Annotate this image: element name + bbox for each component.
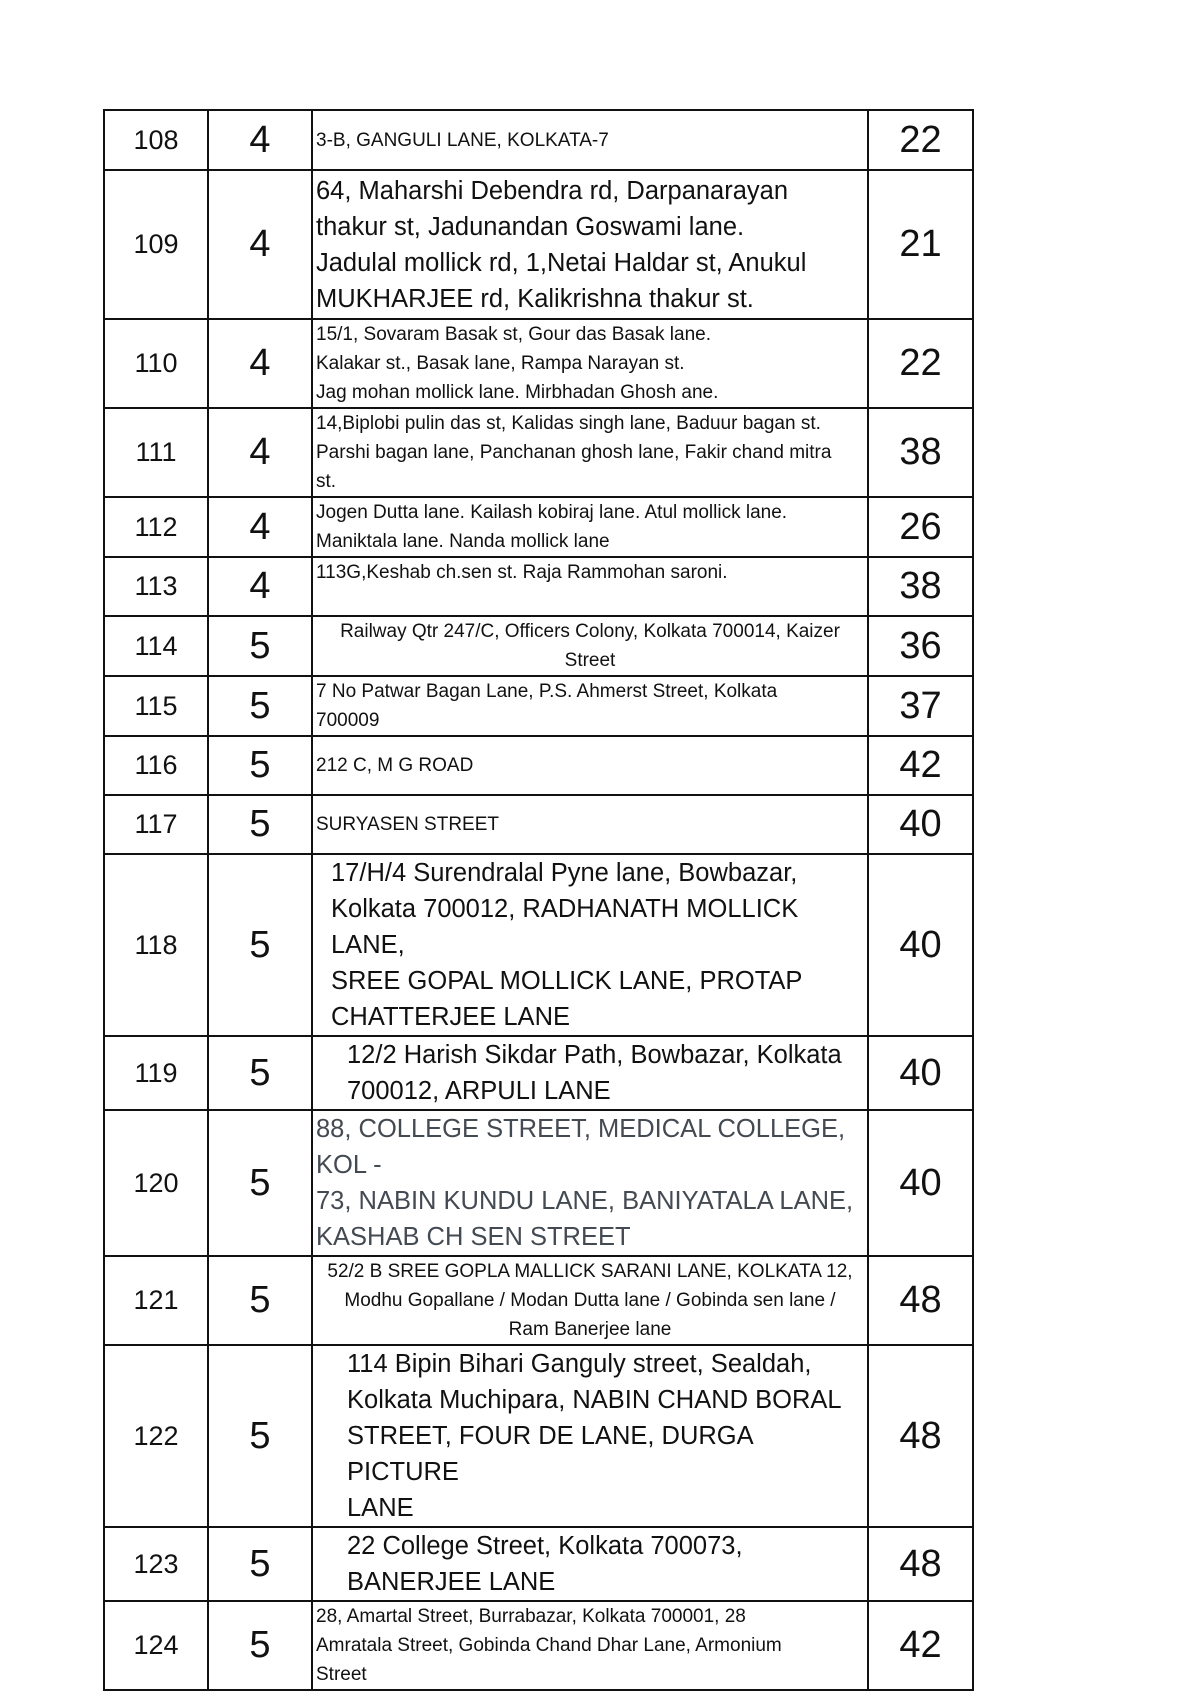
- count-cell: 26: [868, 497, 973, 557]
- count-cell: 38: [868, 557, 973, 616]
- address-cell: [312, 1036, 868, 1110]
- address-cell: [312, 170, 868, 319]
- address-text: 28, Amartal Street, Burrabazar, Kolkata 700001, 28 Amratala Street, Gobinda Chand Dhar Lane, Armonium Street: [316, 1606, 782, 1685]
- address-cell: [312, 497, 868, 557]
- address-text: 14,Biplobi pulin das st, Kalidas singh lane, Baduur bagan st. Parshi bagan lane, Panchanan ghosh lane, Fakir chand mitra st.: [316, 413, 832, 492]
- count-cell: 37: [868, 676, 973, 736]
- serial-number-cell: 113: [104, 557, 208, 616]
- count-cell: 40: [868, 795, 973, 854]
- address-cell: [312, 110, 868, 170]
- count-cell: 22: [868, 110, 973, 170]
- ward-cell: 4: [208, 170, 312, 319]
- serial-number-cell: 120: [104, 1110, 208, 1256]
- address-text: 7 No Patwar Bagan Lane, P.S. Ahmerst Street, Kolkata 700009: [316, 681, 778, 731]
- address-cell: [312, 736, 868, 795]
- address-cell: [312, 854, 868, 1036]
- ward-cell: 5: [208, 676, 312, 736]
- address-cell: [312, 1110, 868, 1256]
- count-cell: 48: [868, 1527, 973, 1601]
- address-text: Railway Qtr 247/C, Officers Colony, Kolkata 700014, Kaizer Street: [340, 621, 840, 671]
- table-row: [104, 1345, 973, 1527]
- table-row: [104, 1036, 973, 1110]
- serial-number-cell: 110: [104, 319, 208, 408]
- table-row: [104, 170, 973, 319]
- address-text: 88, COLLEGE STREET, MEDICAL COLLEGE, KOL - 73, NABIN KUNDU LANE, BANIYATALA LANE, KASHAB CH SEN STREET: [316, 1115, 854, 1251]
- address-text: SURYASEN STREET: [316, 814, 500, 835]
- address-text: 113G,Keshab ch.sen st. Raja Rammohan saroni.: [316, 562, 728, 583]
- ward-cell: 5: [208, 1345, 312, 1527]
- serial-number-cell: 117: [104, 795, 208, 854]
- table-row: [104, 1601, 973, 1690]
- count-cell: 40: [868, 1110, 973, 1256]
- address-cell: [312, 408, 868, 497]
- ward-cell: 5: [208, 854, 312, 1036]
- address-text: 22 College Street, Kolkata 700073, BANERJEE LANE: [347, 1532, 743, 1596]
- address-text: 12/2 Harish Sikdar Path, Bowbazar, Kolkata 700012, ARPULI LANE: [347, 1041, 842, 1105]
- count-cell: 40: [868, 854, 973, 1036]
- address-cell: [312, 319, 868, 408]
- ward-cell: 4: [208, 497, 312, 557]
- count-cell: 21: [868, 170, 973, 319]
- address-text: 212 C, M G ROAD: [316, 755, 474, 776]
- ward-cell: 4: [208, 408, 312, 497]
- serial-number-cell: 118: [104, 854, 208, 1036]
- table-row: [104, 1527, 973, 1601]
- address-cell: [312, 676, 868, 736]
- count-cell: 42: [868, 736, 973, 795]
- serial-number-cell: 122: [104, 1345, 208, 1527]
- address-cell: [312, 795, 868, 854]
- address-text: 17/H/4 Surendralal Pyne lane, Bowbazar, Kolkata 700012, RADHANATH MOLLICK LANE, SREE GOPAL MOLLICK LANE, PROTAP CHATTERJEE LANE: [331, 859, 803, 1031]
- serial-number-cell: 108: [104, 110, 208, 170]
- address-cell: [312, 1345, 868, 1527]
- ward-cell: 4: [208, 110, 312, 170]
- address-text: 15/1, Sovaram Basak st, Gour das Basak lane. Kalakar st., Basak lane, Rampa Narayan st. Jag mohan mollick lane. Mirbhadan Ghosh ane.: [316, 324, 719, 403]
- ward-cell: 5: [208, 1110, 312, 1256]
- serial-number-cell: 124: [104, 1601, 208, 1690]
- address-table: [103, 109, 974, 1691]
- serial-number-cell: 123: [104, 1527, 208, 1601]
- count-cell: 22: [868, 319, 973, 408]
- address-cell: [312, 616, 868, 676]
- table-row: [104, 408, 973, 497]
- ward-cell: 5: [208, 1527, 312, 1601]
- address-text: 52/2 B SREE GOPLA MALLICK SARANI LANE, KOLKATA 12, Modhu Gopallane / Modan Dutta lane / Gobinda sen lane / Ram Banerjee lane: [327, 1261, 853, 1340]
- serial-number-cell: 121: [104, 1256, 208, 1345]
- ward-cell: 5: [208, 1036, 312, 1110]
- serial-number-cell: 109: [104, 170, 208, 319]
- count-cell: 36: [868, 616, 973, 676]
- address-cell: [312, 557, 868, 616]
- serial-number-cell: 116: [104, 736, 208, 795]
- address-text: 114 Bipin Bihari Ganguly street, Sealdah, Kolkata Muchipara, NABIN CHAND BORAL STREET, FOUR DE LANE, DURGA PICTURE LANE: [347, 1350, 842, 1522]
- serial-number-cell: 119: [104, 1036, 208, 1110]
- ward-cell: 5: [208, 1601, 312, 1690]
- serial-number-cell: 111: [104, 408, 208, 497]
- count-cell: 38: [868, 408, 973, 497]
- table-row: [104, 110, 973, 170]
- table-row: [104, 557, 973, 616]
- table-row: [104, 795, 973, 854]
- address-text: Jogen Dutta lane. Kailash kobiraj lane. Atul mollick lane. Maniktala lane. Nanda mollick lane: [316, 502, 788, 552]
- serial-number-cell: 114: [104, 616, 208, 676]
- table-row: [104, 1110, 973, 1256]
- ward-cell: 4: [208, 319, 312, 408]
- address-text: 3-B, GANGULI LANE, KOLKATA-7: [316, 129, 609, 151]
- count-cell: 42: [868, 1601, 973, 1690]
- ward-cell: 5: [208, 1256, 312, 1345]
- ward-cell: 5: [208, 795, 312, 854]
- table-row: [104, 616, 973, 676]
- table-row: [104, 319, 973, 408]
- address-cell: [312, 1256, 868, 1345]
- serial-number-cell: 112: [104, 497, 208, 557]
- ward-cell: 4: [208, 557, 312, 616]
- table-row: [104, 854, 973, 1036]
- address-cell: [312, 1527, 868, 1601]
- count-cell: 48: [868, 1345, 973, 1527]
- table-row: [104, 1256, 973, 1345]
- table-row: [104, 497, 973, 557]
- ward-cell: 5: [208, 736, 312, 795]
- ward-cell: 5: [208, 616, 312, 676]
- count-cell: 40: [868, 1036, 973, 1110]
- table-row: [104, 736, 973, 795]
- table-row: [104, 676, 973, 736]
- count-cell: 48: [868, 1256, 973, 1345]
- serial-number-cell: 115: [104, 676, 208, 736]
- address-text: 64, Maharshi Debendra rd, Darpanarayan thakur st, Jadunandan Goswami lane. Jadulal mollick rd, 1,Netai Haldar st, Anukul MUKHARJEE rd, Kalikrishna thakur st.: [316, 176, 807, 313]
- address-cell: [312, 1601, 868, 1690]
